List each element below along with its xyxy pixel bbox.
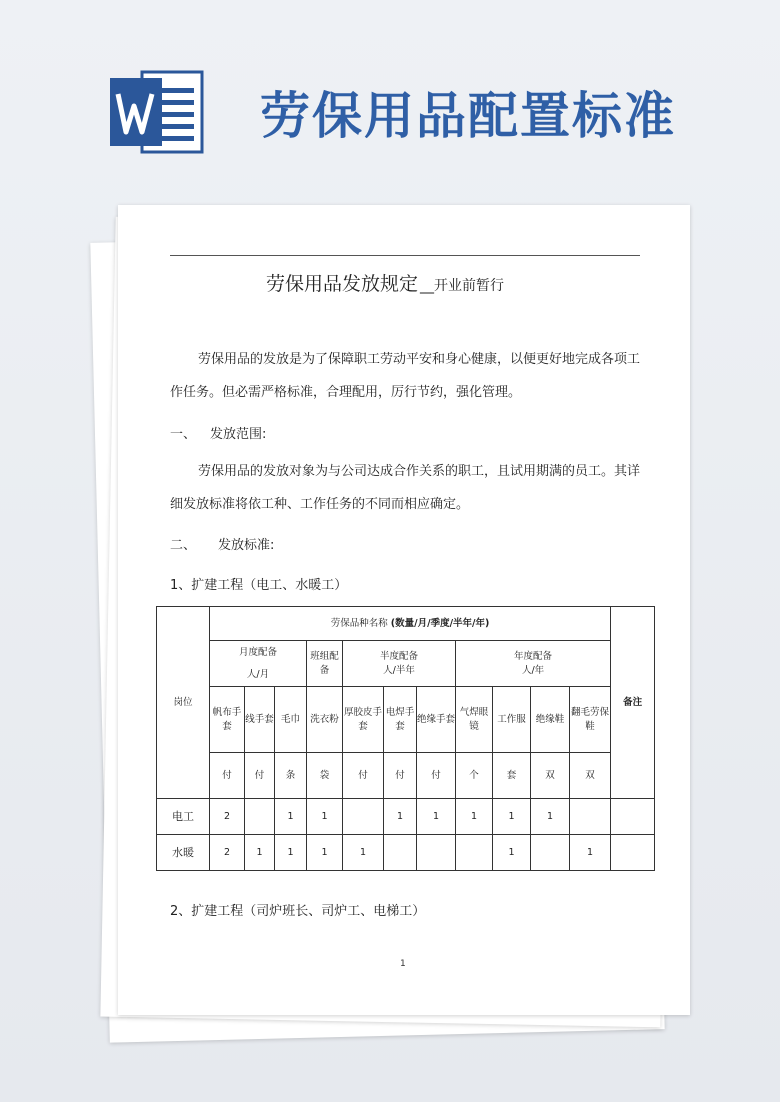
value-cell	[570, 799, 611, 835]
group-half-year-unit: 人/半年	[383, 664, 415, 676]
document-page	[118, 205, 690, 1015]
scope-paragraph	[170, 455, 650, 521]
section-heading-standard	[170, 529, 650, 562]
item-name-row	[157, 687, 655, 753]
item-name-label: 劳保品种名称	[330, 617, 388, 629]
subsection-heading: 2、扩建工程（司炉班长、司炉工、电梯工）	[170, 904, 426, 919]
unit-row	[157, 753, 655, 799]
header-rule	[170, 255, 640, 256]
item-name-cell: 帆布手套	[210, 687, 245, 753]
intro-paragraph	[170, 343, 650, 409]
item-name-cell: 电焊手套	[384, 687, 417, 753]
document-title-text: 劳保用品发放规定	[266, 273, 419, 295]
value-cell	[417, 835, 456, 871]
unit-cell: 付	[245, 753, 275, 799]
units-label: (数量/月/季度/半年/年)	[390, 617, 490, 629]
data-rows	[157, 799, 655, 871]
value-cell: 1	[456, 799, 493, 835]
document-title	[266, 269, 504, 296]
item-name-cell: 翻毛劳保鞋	[570, 687, 611, 753]
section-title: 发放范围:	[210, 427, 267, 442]
intro-text: 劳保用品的发放是为了保障职工劳动平安和身心健康，以便更好地完成各项工作任务。但必需严格标准，合理配用，厉行节约，强化管理。	[170, 352, 641, 400]
value-cell	[456, 835, 493, 871]
group-annual-title: 年度配备	[514, 650, 553, 662]
value-cell: 2	[210, 799, 245, 835]
item-name-header	[210, 607, 611, 641]
value-cell: 1	[570, 835, 611, 871]
position-header: 岗位	[157, 607, 210, 799]
value-cell	[245, 799, 275, 835]
unit-cell: 条	[275, 753, 307, 799]
value-cell: 1	[275, 835, 307, 871]
value-cell: 1	[531, 799, 570, 835]
unit-cell: 付	[343, 753, 384, 799]
banner-title: 劳保用品配置标准	[260, 86, 676, 145]
value-cell: 1	[417, 799, 456, 835]
unit-cell: 双	[531, 753, 570, 799]
unit-cell: 付	[417, 753, 456, 799]
group-monthly-title: 月度配备	[238, 646, 277, 658]
group-annual-unit: 人/年	[521, 664, 545, 676]
value-cell: 2	[210, 835, 245, 871]
unit-cell: 袋	[307, 753, 343, 799]
section-title: 发放标准:	[218, 538, 275, 553]
position-cell: 水暖	[157, 835, 210, 871]
value-cell: 1	[275, 799, 307, 835]
item-name-cell: 气焊眼镜	[456, 687, 493, 753]
table-row	[157, 799, 655, 835]
group-monthly	[210, 641, 307, 687]
remark-cell	[611, 835, 655, 871]
subsection-heading: 1、扩建工程（电工、水暖工）	[170, 578, 348, 593]
group-annual	[456, 641, 611, 687]
table-row	[157, 835, 655, 871]
item-name-cell: 厚胶皮手套	[343, 687, 384, 753]
value-cell: 1	[343, 835, 384, 871]
position-cell: 电工	[157, 799, 210, 835]
unit-cell: 双	[570, 753, 611, 799]
unit-cell: 个	[456, 753, 493, 799]
remark-cell	[611, 799, 655, 835]
group-half-year-title: 半度配备	[379, 650, 418, 662]
value-cell: 1	[384, 799, 417, 835]
item-name-cell: 线手套	[245, 687, 275, 753]
scope-text: 劳保用品的发放对象为与公司达成合作关系的职工，且试用期满的员工。其详细发放标准将依工种、工作任务的不同而相应确定。	[170, 464, 641, 512]
value-cell: 1	[307, 835, 343, 871]
page-number: 1	[400, 959, 406, 969]
group-half-year	[343, 641, 456, 687]
value-cell: 1	[493, 799, 531, 835]
unit-cell: 付	[384, 753, 417, 799]
group-team: 班组配备	[307, 641, 343, 687]
item-name-cell: 毛巾	[275, 687, 307, 753]
section-heading-scope	[170, 418, 650, 451]
value-cell: 1	[245, 835, 275, 871]
unit-cell: 付	[210, 753, 245, 799]
banner	[108, 62, 708, 162]
value-cell: 1	[307, 799, 343, 835]
remark-header: 备注	[611, 607, 655, 799]
item-name-cell: 绝缘手套	[417, 687, 456, 753]
word-document-icon	[108, 68, 206, 156]
item-name-cell: 绝缘鞋	[531, 687, 570, 753]
unit-cell: 套	[493, 753, 531, 799]
group-monthly-unit: 人/月	[246, 668, 270, 680]
value-cell	[343, 799, 384, 835]
value-cell	[384, 835, 417, 871]
section-number: 一、	[170, 427, 197, 442]
ppe-standard-table	[156, 606, 655, 871]
section-number: 二、	[170, 538, 197, 553]
value-cell	[531, 835, 570, 871]
value-cell: 1	[493, 835, 531, 871]
document-subtitle: __开业前暂行	[420, 278, 505, 294]
item-name-cell: 洗衣粉	[307, 687, 343, 753]
item-name-cell: 工作服	[493, 687, 531, 753]
